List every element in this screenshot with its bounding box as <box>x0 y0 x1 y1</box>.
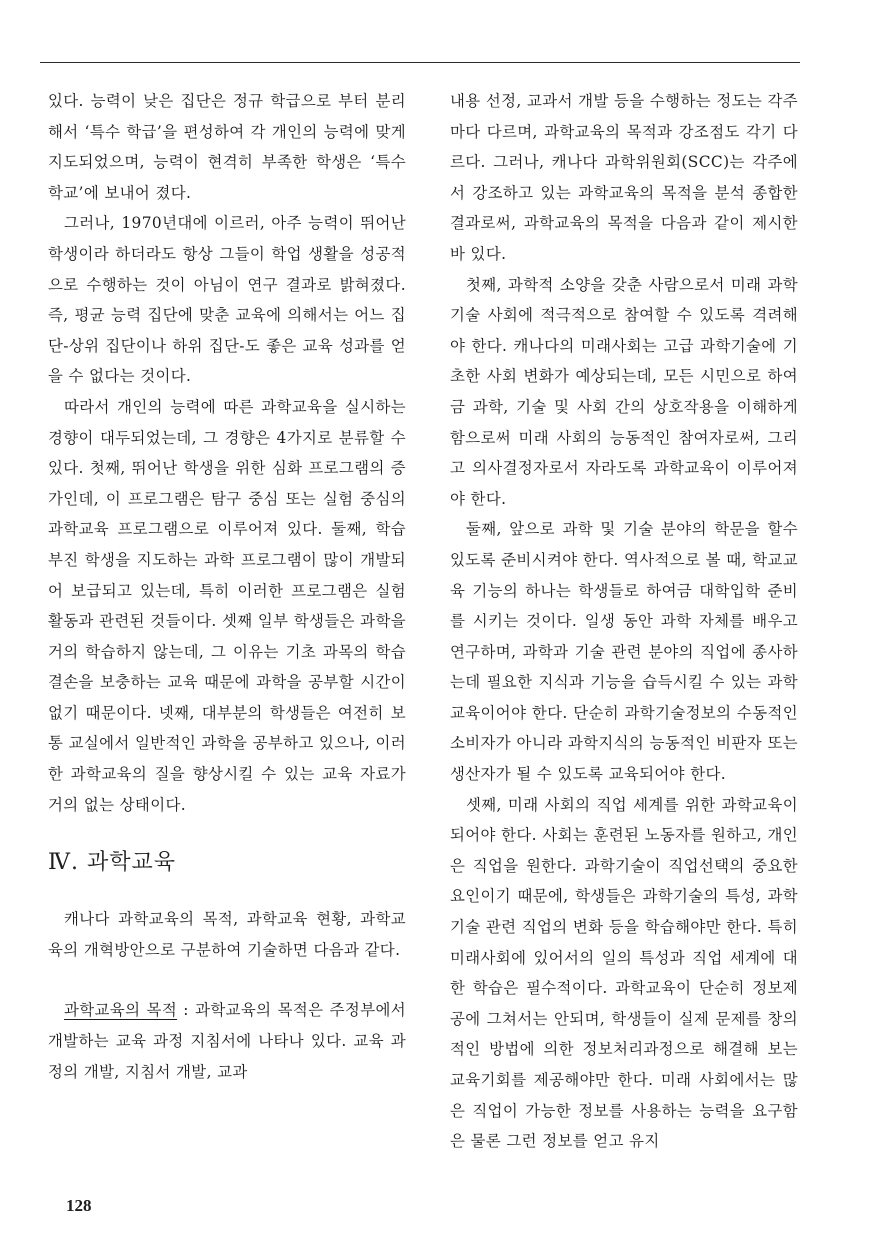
paragraph: 그러나, 1970년대에 이르러, 아주 능력이 뛰어난 학생이라 하더라도 항상 그들이 학업 생활을 성공적으로 수행하는 것이 아님이 연구 결과로 밝혀졌다. 즉, 평균 능력 집단에 맞춘 교육에 의해서는 어느 집단-상위 집단이나 하위 집단-도 좋은 교육 성과를 얻을 수 없다는 것이다. <box>48 214 406 386</box>
paragraph: 셋째, 미래 사회의 직업 세계를 위한 과학교육이 되어야 한다. 사회는 훈련된 노동자를 원하고, 개인은 직업을 원한다. 과학기술이 직업선택의 중요한 요인이기 때문에, 학생들은 과학기술의 특성, 과학기술 관련 직업의 변화 등을 학습해야만 한다. 특히 미래사회에 있어서의 일의 특성과 직업 세계에 대한 학습은 필수적이다. 과학교육이 단순히 정보제공에 그쳐서는 안되며, 학생들이 실제 문제를 창의적인 방법에 의한 정보처리과정으로 해결해 보는 교육기회를 제공해야만 한다. 미래 사회에서는 많은 직업이 가능한 정보를 사용하는 능력을 요구함은 물론 그런 정보를 얻고 유지 <box>450 795 798 1151</box>
paragraph: 따라서 개인의 능력에 따른 과학교육을 실시하는 경향이 대두되었는데, 그 경향은 4가지로 분류할 수 있다. 첫째, 뛰어난 학생을 위한 심화 프로그램의 증가인데, 이 프로그램은 탐구 중심 또는 실험 중심의 과학교육 프로그램으로 이루어져 있다. 둘째, 학습 부진 학생을 지도하는 과학 프로그램이 많이 개발되어 보급되고 있는데, 특히 이러한 프로그램은 실험 활동과 관련된 것들이다. 셋째 일부 학생들은 과학을 거의 학습하지 않는데, 그 이유는 기초 과목의 학습 결손을 보충하는 교육 때문에 과학을 공부할 시간이 없기 때문이다. 넷째, 대부분의 학생들은 여전히 보통 교실에서 일반적인 과학을 공부하고 있으나, 이러한 과학교육의 질을 향상시킬 수 있는 교육 자료가 거의 없는 상태이다. <box>48 397 406 814</box>
paragraph: 둘째, 앞으로 과학 및 기술 분야의 학문을 할수 있도록 준비시켜야 한다. 역사적으로 볼 때, 학교교육 기능의 하나는 학생들로 하여금 대학입학 준비를 시키는 것이다. 일생 동안 과학 자체를 배우고 연구하며, 과학과 기술 관련 분야의 직업에 종사하는데 필요한 지식과 기능을 습득시킬 수 있는 과학교육이어야 한다. 단순히 과학기술정보의 수동적인 소비자가 아니라 과학지식의 능동적인 비판자 또는 생산자가 될 수 있도록 교육되어야 한다. <box>450 520 798 784</box>
paragraph: 있다. 능력이 낮은 집단은 정규 학급으로 부터 분리해서 ‘특수 학급’을 편성하여 각 개인의 능력에 맞게 지도되었으며, 능력이 현격히 부족한 학생은 ‘특수 학교’에 보내어 졌다. <box>48 92 406 202</box>
page-number: 128 <box>66 1196 92 1215</box>
paragraph: 내용 선정, 교과서 개발 등을 수행하는 정도는 각주마다 다르며, 과학교육의 목적과 강조점도 각기 다르다. 그러나, 캐나다 과학위원회(SCC)는 각주에서 강조하고 있는 과학교육의 목적을 분석 종합한 결과로써, 과학교육의 목적을 다음과 같이 제시한 바 있다. <box>450 92 798 263</box>
left-column <box>48 86 406 1087</box>
paragraph: 첫째, 과학적 소양을 갖춘 사람으로서 미래 과학기술 사회에 적극적으로 참여할 수 있도록 격려해야 한다. 캐나다의 미래사회는 고급 과학기술에 기초한 사회 변화가 예상되는데, 모든 시민으로 하여금 과학, 기술 및 사회 간의 상호작용을 이해하게 함으로써 미래 사회의 능동적인 참여자로써, 그리고 의사결정자로서 자라도록 과학교육이 이루어져야 한다. <box>450 275 798 508</box>
right-column <box>450 86 798 1157</box>
paragraph: 캐나다 과학교육의 목적, 과학교육 현황, 과학교육의 개혁방안으로 구분하여 기술하면 다음과 같다. <box>48 910 406 959</box>
paragraph-text: : 과학교육의 목적은 주정부에서 개발하는 교육 과정 지침서에 나타나 있다. 교육 과정의 개발, 지침서 개발, 교과 <box>48 1001 406 1081</box>
paragraph <box>48 995 406 1087</box>
section-heading: Ⅳ. 과학교육 <box>48 850 176 876</box>
subsection-label: 과학교육의 목적 <box>64 1001 178 1020</box>
header-rule <box>40 62 800 63</box>
